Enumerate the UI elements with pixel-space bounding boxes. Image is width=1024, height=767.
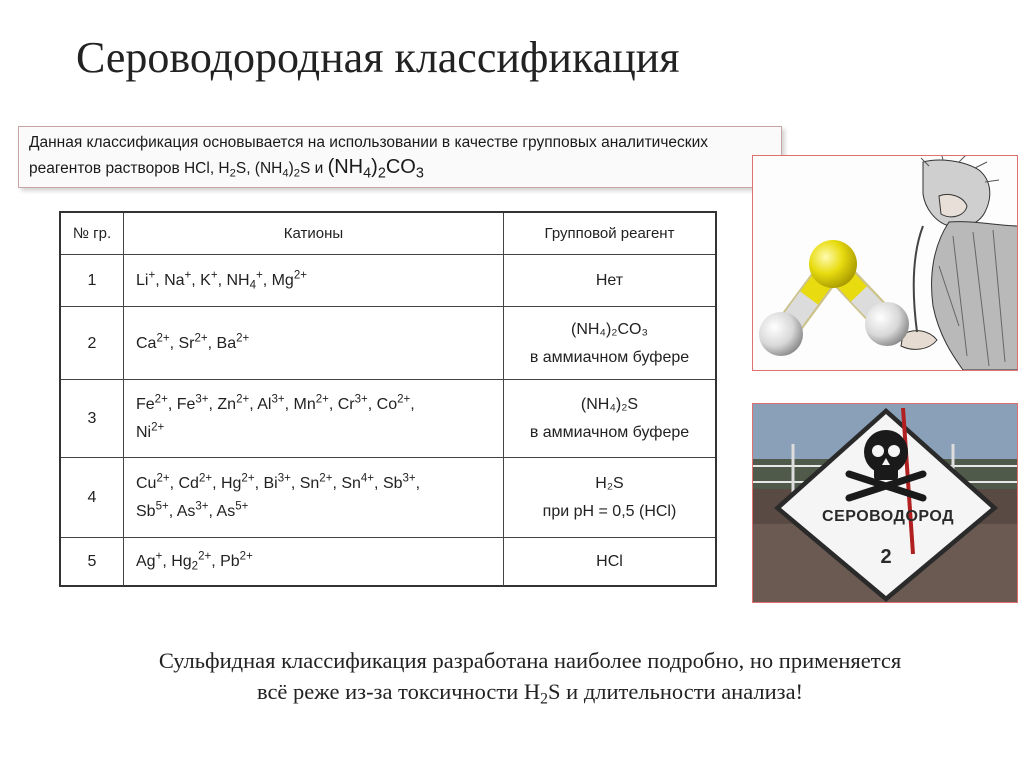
sub: 4 — [363, 165, 372, 182]
cations-cell: Li+, Na+, K+, $NH_4^+$, $Mg^{2+}$ — [124, 255, 504, 307]
reagent-line: Нет — [595, 272, 624, 289]
sub: 2 — [540, 690, 549, 708]
molecule-illustration — [752, 155, 1018, 371]
reagent-cell — [504, 307, 715, 380]
group-number: 5 — [61, 538, 124, 586]
cations-cell: $Cu^{2+}$, $Cd^{2+}$, $Hg^{2+}$, $Bi^{3+}$, $Sn^{2+}$, $Sn^{4+}$, $Sb^{3+}$, $Sb^{5+}$, $As^{3+}$, $As^{5+}$ — [124, 458, 504, 538]
sub: 4 — [282, 167, 289, 180]
footer-line2 — [40, 676, 1020, 707]
table-row — [61, 457, 715, 538]
intro-text: Данная классификация основывается на использовании в качестве групповых аналитических реагентов растворов HCl, H — [29, 134, 708, 177]
slide-title: Сероводородная классификация — [76, 33, 680, 82]
group-number: 4 — [61, 458, 124, 538]
intro-part: (NH — [327, 156, 364, 178]
sub: 2 — [293, 167, 300, 180]
cations-cell: $Ca^{2+}$, $Sr^{2+}$, $Ba^{2+}$ — [124, 307, 504, 380]
table-row — [61, 306, 715, 380]
sub: 3 — [415, 165, 424, 182]
warning-sign-photo — [752, 403, 1018, 603]
sub: 2 — [377, 165, 386, 182]
table-row — [61, 254, 715, 307]
header-group: № гр. — [61, 213, 124, 254]
reagent-note: при pH = 0,5 (HCl) — [542, 503, 677, 520]
ammonium-carbonate — [327, 156, 424, 182]
header-cations: Катионы — [124, 213, 504, 254]
group-number: 3 — [61, 380, 124, 458]
intro-part: S, (NH — [235, 160, 283, 177]
man-figure — [901, 156, 1018, 370]
sub: 2 — [229, 167, 236, 180]
intro-part: S и — [299, 160, 328, 177]
reagent-line: HCl — [596, 553, 623, 570]
sign-number: 2 — [880, 546, 892, 568]
group-number: 1 — [61, 255, 124, 307]
skull-crossbones-icon — [841, 422, 931, 502]
group-number: 2 — [61, 307, 124, 380]
reagent-cell — [504, 380, 715, 458]
footer-note — [40, 645, 1020, 707]
intro-box — [18, 126, 782, 188]
classification-table — [59, 211, 717, 587]
table-row — [61, 537, 715, 586]
footer-part: S и длительности анализа! — [548, 679, 804, 704]
reagent-note: в аммиачном буфере — [529, 424, 690, 441]
intro-part: CO — [385, 156, 416, 178]
cations-cell: Ag+, $Hg_2^{2+}$, $Pb^{2+}$ — [124, 538, 504, 586]
reagent-line: (NH₄)₂CO₃ — [570, 320, 649, 338]
intro-part: ) — [371, 156, 378, 178]
reagent-cell — [504, 255, 715, 307]
cations-cell: $Fe^{2+}$, $Fe^{3+}$, $Zn^{2+}$, $Al^{3+}$, $Mn^{2+}$, $Cr^{3+}$, $Co^{2+}$, $Ni^{2+}$ — [124, 380, 504, 458]
reagent-line: H₂S — [595, 475, 624, 492]
footer-part: всё реже из-за токсичности H — [256, 679, 541, 704]
header-reagent: Групповой реагент — [544, 224, 675, 242]
reagent-line: (NH₄)₂S — [580, 396, 639, 413]
table-row — [61, 379, 715, 458]
h2s-molecule-icon — [753, 156, 1018, 371]
reagent-note: в аммиачном буфере — [529, 348, 690, 366]
reagent-cell — [504, 458, 715, 538]
intro-part: ) — [288, 160, 294, 177]
footer-line1: Сульфидная классификация разработана наиболее подробно, но применяется — [158, 648, 902, 673]
sign-label: СЕРОВОДОРОД — [822, 508, 954, 525]
reagent-cell — [504, 538, 715, 586]
table-header-row — [61, 213, 715, 254]
